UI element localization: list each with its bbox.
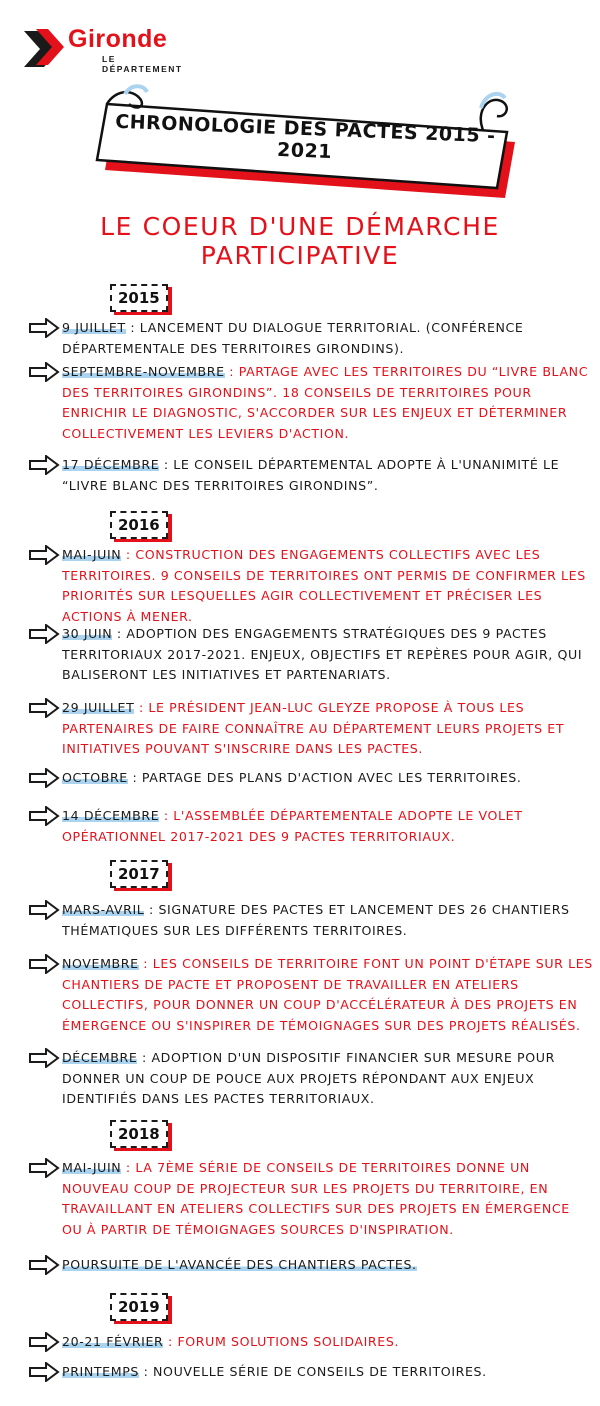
entry-description: : PARTAGE DES PLANS D'ACTION AVEC LES TERRITOIRES.: [127, 770, 522, 785]
entry-description: : LA 7ÈME SÉRIE DE CONSEILS DE TERRITOIRES DONNE UN NOUVEAU COUP DE PROJECTEUR SUR LES PROJETS DU TERRITOIRE, EN TRAVAILLANT EN ATELIERS COLLECTIFS SUR DES PROJETS EN ÉMERGENCE OU À PARTIR DE TÉMOIGNAGES SOURCES D'INSPIRATION.: [62, 1160, 570, 1237]
arrow-right-icon: [28, 318, 60, 338]
page-subtitle: LE COEUR D'UNE DÉMARCHE PARTICIPATIVE: [100, 212, 500, 270]
arrow-right-icon: [28, 545, 60, 565]
entry-description: : PARTAGE AVEC LES TERRITOIRES DU “LIVRE BLANC DES TERRITOIRES GIRONDINS”. 18 CONSEILS DE TERRITOIRES POUR ENRICHIR LE DIAGNOSTIC, S'ACCORDER SUR LES ENJEUX ET DÉTERMINER COLLECTIVEMENT LES LEVIERS D'ACTION.: [62, 364, 589, 441]
entry-description: : ADOPTION DES ENGAGEMENTS STRATÉGIQUES DES 9 PACTES TERRITORIAUX 2017-2021. ENJEUX, OBJECTIFS ET REPÈRES POUR AGIR, QUI BALISERONT LES INITIATIVES ET PARTENARIATS.: [62, 626, 583, 682]
entry-date: PRINTEMPS: [62, 1364, 139, 1379]
entry-text: [62, 455, 594, 496]
entry-date: 20-21 FÉVRIER: [62, 1334, 164, 1349]
entry-date: 9 JUILLET: [62, 320, 126, 335]
entry-text: [62, 545, 594, 627]
entry-date: OCTOBRE: [62, 770, 128, 785]
entry-date: 29 JUILLET: [62, 700, 135, 715]
entry-description: : CONSTRUCTION DES ENGAGEMENTS COLLECTIFS AVEC LES TERRITOIRES. 9 CONSEILS DE TERRITOIRES ONT PERMIS DE CONFIRMER LES PRIORITÉS SUR LESQUELLES AGIR COLLECTIVEMENT ET PRÉCISER LES ACTIONS À MENER.: [62, 547, 586, 624]
entry-text: [62, 1158, 594, 1240]
arrow-right-icon: [28, 954, 60, 974]
arrow-right-icon: [28, 362, 60, 382]
entry-text: [62, 698, 594, 760]
gironde-chevron-icon: [22, 25, 66, 69]
entry-date: 30 JUIN: [62, 626, 113, 641]
arrow-right-icon: [28, 1362, 60, 1382]
entry-date: SEPTEMBRE-NOVEMBRE: [62, 364, 225, 379]
year-badge-2016: 2016: [110, 511, 168, 539]
logo-name: Gironde: [68, 25, 168, 53]
gironde-logo: [22, 25, 192, 74]
arrow-right-icon: [28, 698, 60, 718]
entry-description: : SIGNATURE DES PACTES ET LANCEMENT DES 26 CHANTIERS THÉMATIQUES SUR LES DIFFÉRENTS TERRITOIRES.: [62, 902, 570, 938]
entry-text: [62, 806, 594, 847]
entry-date: 14 DÉCEMBRE: [62, 808, 160, 823]
arrow-right-icon: [28, 1332, 60, 1352]
arrow-right-icon: [28, 806, 60, 826]
entry-text: [62, 900, 594, 941]
entry-description: : LES CONSEILS DE TERRITOIRE FONT UN POINT D'ÉTAPE SUR LES CHANTIERS DE PACTE ET PROPOSENT DE TRAVAILLER EN ATELIERS COLLECTIFS, POUR DONNER UN COUP D'ACCÉLÉRATEUR À DES PROJETS EN ÉMERGENCE OU S'INSPIRER DE TÉMOIGNAGES SUR DES PROJETS RÉALISÉS.: [62, 956, 593, 1033]
entry-description: POURSUITE DE L'AVANCÉE DES CHANTIERS PACTES.: [62, 1257, 417, 1272]
arrow-right-icon: [28, 1255, 60, 1275]
entry-description: : ADOPTION D'UN DISPOSITIF FINANCIER SUR MESURE POUR DONNER UN COUP DE POUCE AUX PROJETS RÉPONDANT AUX ENJEUX IDENTIFIÉS DANS LES PACTES TERRITORIAUX.: [62, 1050, 555, 1106]
entry-text: [62, 768, 594, 789]
entry-text: [62, 318, 594, 359]
entry-description: : LE CONSEIL DÉPARTEMENTAL ADOPTE À L'UNANIMITÉ LE “LIVRE BLANC DES TERRITOIRES GIRONDINS”.: [62, 457, 560, 493]
arrow-right-icon: [28, 624, 60, 644]
entry-date: NOVEMBRE: [62, 956, 139, 971]
arrow-right-icon: [28, 455, 60, 475]
entry-text: [62, 624, 594, 686]
arrow-right-icon: [28, 768, 60, 788]
arrow-right-icon: [28, 1158, 60, 1178]
entry-text: [62, 954, 594, 1036]
year-badge-2018: 2018: [110, 1120, 168, 1148]
entry-description: : L'ASSEMBLÉE DÉPARTEMENTALE ADOPTE LE VOLET OPÉRATIONNEL 2017-2021 DES 9 PACTES TERRITORIAUX.: [62, 808, 523, 844]
entry-date: DÉCEMBRE: [62, 1050, 138, 1065]
arrow-right-icon: [28, 900, 60, 920]
entry-date: MARS-AVRIL: [62, 902, 145, 917]
entry-description: : LE PRÉSIDENT JEAN-LUC GLEYZE PROPOSE À TOUS LES PARTENAIRES DE FAIRE CONNAÎTRE AU DÉPARTEMENT LEURS PROJETS ET INITIATIVES POUVANT S'INSCRIRE DANS LES PACTES.: [62, 700, 565, 756]
entry-date: MAI-JUIN: [62, 547, 122, 562]
entry-date: MAI-JUIN: [62, 1160, 122, 1175]
entry-description: : LANCEMENT DU DIALOGUE TERRITORIAL. (CONFÉRENCE DÉPARTEMENTALE DES TERRITOIRES GIRONDINS).: [62, 320, 524, 356]
arrow-right-icon: [28, 1048, 60, 1068]
entry-text: [62, 1048, 594, 1110]
year-badge-2019: 2019: [110, 1293, 168, 1321]
year-badge-2017: 2017: [110, 860, 168, 888]
banner-title: CHRONOLOGIE DES PACTES 2015 - 2021: [114, 110, 496, 164]
entry-description: : NOUVELLE SÉRIE DE CONSEILS DE TERRITOIRES.: [138, 1364, 487, 1379]
entry-text: [62, 362, 594, 444]
logo-subtitle: LE DÉPARTEMENT: [102, 54, 183, 74]
entry-text: [62, 1255, 594, 1276]
year-badge-2015: 2015: [110, 284, 168, 312]
entry-date: 17 DÉCEMBRE: [62, 457, 160, 472]
entry-description: : FORUM SOLUTIONS SOLIDAIRES.: [163, 1334, 400, 1349]
entry-text: [62, 1332, 594, 1353]
entry-text: [62, 1362, 594, 1383]
